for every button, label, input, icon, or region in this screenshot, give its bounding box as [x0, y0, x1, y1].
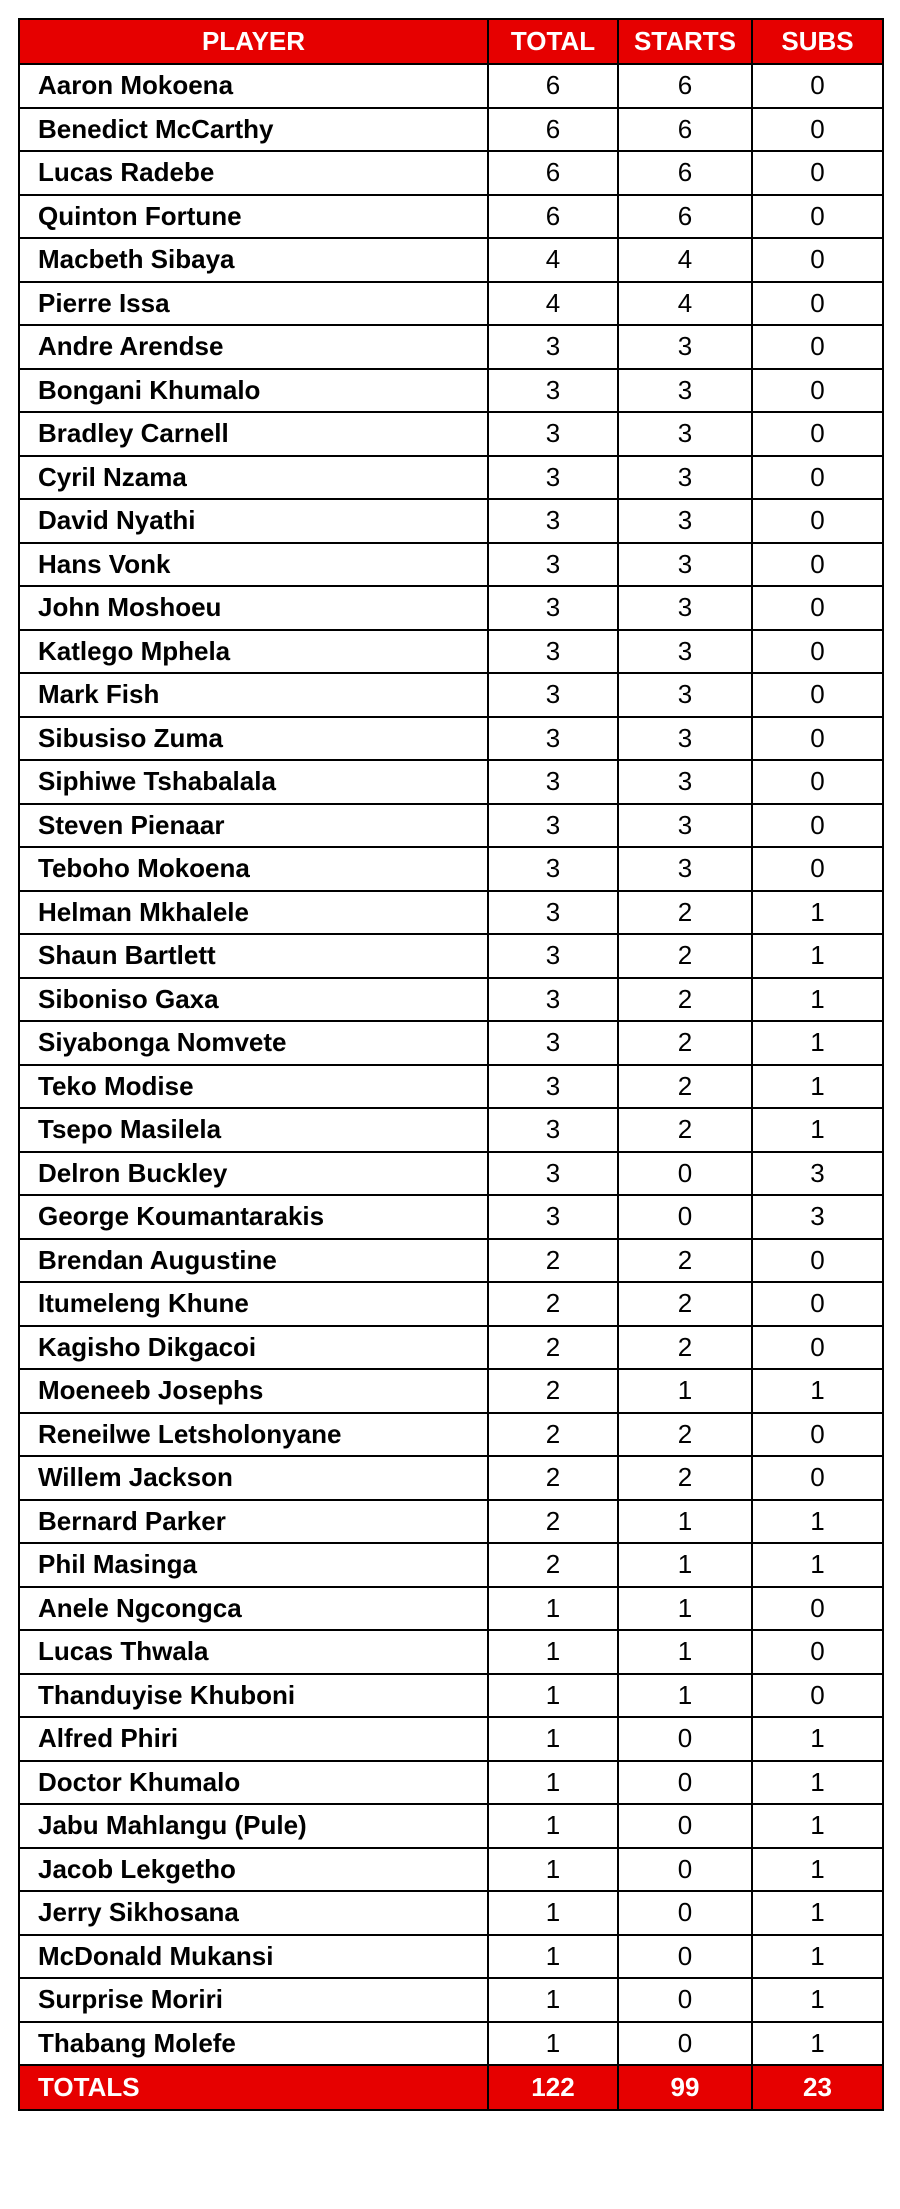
starts-cell: 0	[618, 1195, 752, 1239]
player-name-cell: Siyabonga Nomvete	[19, 1021, 488, 1065]
total-cell: 3	[488, 1152, 618, 1196]
table-row	[19, 717, 883, 761]
table-row	[19, 1065, 883, 1109]
player-name-cell: Thabang Molefe	[19, 2022, 488, 2066]
player-name-cell: Bradley Carnell	[19, 412, 488, 456]
player-name-cell: Hans Vonk	[19, 543, 488, 587]
subs-cell: 1	[752, 1891, 883, 1935]
player-name-cell: George Koumantarakis	[19, 1195, 488, 1239]
total-cell: 3	[488, 1065, 618, 1109]
total-cell: 4	[488, 238, 618, 282]
player-name-cell: Alfred Phiri	[19, 1717, 488, 1761]
subs-cell: 0	[752, 1587, 883, 1631]
table-row	[19, 1761, 883, 1805]
total-cell: 6	[488, 151, 618, 195]
totals-subs: 23	[752, 2065, 883, 2110]
subs-cell: 0	[752, 151, 883, 195]
total-cell: 3	[488, 673, 618, 717]
table-row	[19, 1848, 883, 1892]
table-row	[19, 760, 883, 804]
player-name-cell: Delron Buckley	[19, 1152, 488, 1196]
starts-cell: 4	[618, 282, 752, 326]
total-cell: 3	[488, 369, 618, 413]
table-row	[19, 934, 883, 978]
player-name-cell: Jerry Sikhosana	[19, 1891, 488, 1935]
starts-cell: 3	[618, 804, 752, 848]
subs-cell: 1	[752, 1500, 883, 1544]
totals-starts: 99	[618, 2065, 752, 2110]
player-name-cell: Lucas Radebe	[19, 151, 488, 195]
starts-cell: 6	[618, 195, 752, 239]
total-cell: 1	[488, 1935, 618, 1979]
total-cell: 1	[488, 1761, 618, 1805]
total-cell: 2	[488, 1543, 618, 1587]
player-name-cell: Bongani Khumalo	[19, 369, 488, 413]
total-cell: 2	[488, 1326, 618, 1370]
subs-cell: 1	[752, 1543, 883, 1587]
starts-cell: 3	[618, 630, 752, 674]
total-cell: 1	[488, 1891, 618, 1935]
starts-cell: 6	[618, 64, 752, 108]
total-cell: 3	[488, 325, 618, 369]
starts-cell: 1	[618, 1674, 752, 1718]
starts-cell: 2	[618, 934, 752, 978]
subs-cell: 0	[752, 108, 883, 152]
starts-cell: 2	[618, 1239, 752, 1283]
total-cell: 1	[488, 1804, 618, 1848]
starts-cell: 4	[618, 238, 752, 282]
subs-cell: 0	[752, 804, 883, 848]
table-row	[19, 238, 883, 282]
player-name-cell: Phil Masinga	[19, 1543, 488, 1587]
subs-cell: 0	[752, 1326, 883, 1370]
table-row	[19, 1674, 883, 1718]
starts-cell: 1	[618, 1500, 752, 1544]
total-cell: 1	[488, 2022, 618, 2066]
total-cell: 3	[488, 760, 618, 804]
subs-cell: 0	[752, 64, 883, 108]
table-row	[19, 804, 883, 848]
subs-cell: 1	[752, 1978, 883, 2022]
subs-cell: 1	[752, 934, 883, 978]
starts-cell: 2	[618, 1021, 752, 1065]
subs-cell: 1	[752, 2022, 883, 2066]
player-name-cell: Jacob Lekgetho	[19, 1848, 488, 1892]
starts-cell: 6	[618, 151, 752, 195]
total-cell: 3	[488, 1195, 618, 1239]
starts-cell: 3	[618, 369, 752, 413]
starts-cell: 3	[618, 412, 752, 456]
player-name-cell: Bernard Parker	[19, 1500, 488, 1544]
total-cell: 3	[488, 717, 618, 761]
total-cell: 3	[488, 1021, 618, 1065]
table-row	[19, 456, 883, 500]
total-cell: 1	[488, 1587, 618, 1631]
total-cell: 3	[488, 804, 618, 848]
player-name-cell: Itumeleng Khune	[19, 1282, 488, 1326]
subs-cell: 1	[752, 1761, 883, 1805]
starts-cell: 1	[618, 1630, 752, 1674]
total-cell: 2	[488, 1282, 618, 1326]
player-name-cell: Teboho Mokoena	[19, 847, 488, 891]
starts-cell: 0	[618, 2022, 752, 2066]
header-row	[19, 19, 883, 64]
starts-cell: 0	[618, 1804, 752, 1848]
player-name-cell: Lucas Thwala	[19, 1630, 488, 1674]
starts-cell: 3	[618, 543, 752, 587]
player-name-cell: Benedict McCarthy	[19, 108, 488, 152]
table-header	[19, 19, 883, 64]
player-name-cell: Reneilwe Letsholonyane	[19, 1413, 488, 1457]
starts-cell: 3	[618, 586, 752, 630]
subs-cell: 0	[752, 238, 883, 282]
player-name-cell: Mark Fish	[19, 673, 488, 717]
starts-cell: 3	[618, 760, 752, 804]
player-name-cell: McDonald Mukansi	[19, 1935, 488, 1979]
subs-cell: 0	[752, 456, 883, 500]
header-subs: SUBS	[752, 19, 883, 64]
starts-cell: 0	[618, 1978, 752, 2022]
subs-cell: 0	[752, 369, 883, 413]
subs-cell: 1	[752, 1717, 883, 1761]
starts-cell: 3	[618, 847, 752, 891]
table-row	[19, 630, 883, 674]
player-name-cell: Katlego Mphela	[19, 630, 488, 674]
table-row	[19, 1587, 883, 1631]
subs-cell: 0	[752, 673, 883, 717]
player-name-cell: Thanduyise Khuboni	[19, 1674, 488, 1718]
player-name-cell: Willem Jackson	[19, 1456, 488, 1500]
player-name-cell: Quinton Fortune	[19, 195, 488, 239]
subs-cell: 1	[752, 891, 883, 935]
table-row	[19, 1239, 883, 1283]
subs-cell: 3	[752, 1195, 883, 1239]
player-name-cell: Siboniso Gaxa	[19, 978, 488, 1022]
starts-cell: 6	[618, 108, 752, 152]
player-name-cell: David Nyathi	[19, 499, 488, 543]
total-cell: 3	[488, 934, 618, 978]
subs-cell: 0	[752, 499, 883, 543]
subs-cell: 0	[752, 847, 883, 891]
subs-cell: 1	[752, 1065, 883, 1109]
subs-cell: 0	[752, 717, 883, 761]
player-name-cell: Jabu Mahlangu (Pule)	[19, 1804, 488, 1848]
subs-cell: 1	[752, 1021, 883, 1065]
starts-cell: 2	[618, 1108, 752, 1152]
player-name-cell: Surprise Moriri	[19, 1978, 488, 2022]
table-row	[19, 978, 883, 1022]
table-row	[19, 1326, 883, 1370]
total-cell: 3	[488, 1108, 618, 1152]
total-cell: 1	[488, 1717, 618, 1761]
player-name-cell: Doctor Khumalo	[19, 1761, 488, 1805]
totals-total: 122	[488, 2065, 618, 2110]
table-row	[19, 1978, 883, 2022]
total-cell: 1	[488, 1978, 618, 2022]
player-name-cell: Andre Arendse	[19, 325, 488, 369]
table-row	[19, 369, 883, 413]
starts-cell: 1	[618, 1369, 752, 1413]
header-total: TOTAL	[488, 19, 618, 64]
header-player: PLAYER	[19, 19, 488, 64]
table-row	[19, 586, 883, 630]
table-row	[19, 151, 883, 195]
player-appearances-table	[18, 18, 884, 2111]
subs-cell: 1	[752, 978, 883, 1022]
player-name-cell: Macbeth Sibaya	[19, 238, 488, 282]
starts-cell: 0	[618, 1935, 752, 1979]
subs-cell: 0	[752, 586, 883, 630]
player-name-cell: Siphiwe Tshabalala	[19, 760, 488, 804]
subs-cell: 1	[752, 1935, 883, 1979]
total-cell: 3	[488, 847, 618, 891]
total-cell: 3	[488, 543, 618, 587]
table-row	[19, 1195, 883, 1239]
starts-cell: 1	[618, 1587, 752, 1631]
player-name-cell: Tsepo Masilela	[19, 1108, 488, 1152]
subs-cell: 1	[752, 1848, 883, 1892]
starts-cell: 3	[618, 499, 752, 543]
table-row	[19, 1413, 883, 1457]
table-row	[19, 847, 883, 891]
total-cell: 6	[488, 195, 618, 239]
header-starts: STARTS	[618, 19, 752, 64]
table-row	[19, 1630, 883, 1674]
total-cell: 3	[488, 978, 618, 1022]
player-name-cell: Shaun Bartlett	[19, 934, 488, 978]
table-row	[19, 2022, 883, 2066]
table-row	[19, 891, 883, 935]
total-cell: 2	[488, 1500, 618, 1544]
starts-cell: 2	[618, 1413, 752, 1457]
total-cell: 2	[488, 1413, 618, 1457]
table-body	[19, 64, 883, 2065]
subs-cell: 0	[752, 1456, 883, 1500]
subs-cell: 1	[752, 1804, 883, 1848]
table-row	[19, 1456, 883, 1500]
subs-cell: 0	[752, 412, 883, 456]
table-row	[19, 1021, 883, 1065]
totals-label: TOTALS	[19, 2065, 488, 2110]
table-row	[19, 1891, 883, 1935]
starts-cell: 3	[618, 325, 752, 369]
total-cell: 2	[488, 1456, 618, 1500]
subs-cell: 3	[752, 1152, 883, 1196]
total-cell: 6	[488, 108, 618, 152]
subs-cell: 0	[752, 1630, 883, 1674]
total-cell: 3	[488, 456, 618, 500]
player-name-cell: John Moshoeu	[19, 586, 488, 630]
table-row	[19, 1282, 883, 1326]
total-cell: 3	[488, 630, 618, 674]
table-row	[19, 1543, 883, 1587]
subs-cell: 0	[752, 1239, 883, 1283]
table-row	[19, 325, 883, 369]
table-row	[19, 282, 883, 326]
total-cell: 1	[488, 1674, 618, 1718]
subs-cell: 1	[752, 1108, 883, 1152]
player-name-cell: Brendan Augustine	[19, 1239, 488, 1283]
starts-cell: 2	[618, 978, 752, 1022]
table-row	[19, 1108, 883, 1152]
subs-cell: 1	[752, 1369, 883, 1413]
starts-cell: 2	[618, 891, 752, 935]
player-name-cell: Steven Pienaar	[19, 804, 488, 848]
subs-cell: 0	[752, 1282, 883, 1326]
subs-cell: 0	[752, 195, 883, 239]
player-name-cell: Pierre Issa	[19, 282, 488, 326]
starts-cell: 2	[618, 1456, 752, 1500]
total-cell: 1	[488, 1630, 618, 1674]
total-cell: 3	[488, 412, 618, 456]
total-cell: 2	[488, 1369, 618, 1413]
subs-cell: 0	[752, 760, 883, 804]
table-row	[19, 1804, 883, 1848]
table-row	[19, 195, 883, 239]
totals-row	[19, 2065, 883, 2110]
starts-cell: 0	[618, 1152, 752, 1196]
subs-cell: 0	[752, 325, 883, 369]
player-name-cell: Moeneeb Josephs	[19, 1369, 488, 1413]
table-row	[19, 673, 883, 717]
total-cell: 2	[488, 1239, 618, 1283]
starts-cell: 0	[618, 1848, 752, 1892]
table-row	[19, 1500, 883, 1544]
starts-cell: 3	[618, 673, 752, 717]
table-footer	[19, 2065, 883, 2110]
player-name-cell: Helman Mkhalele	[19, 891, 488, 935]
player-name-cell: Teko Modise	[19, 1065, 488, 1109]
player-name-cell: Sibusiso Zuma	[19, 717, 488, 761]
starts-cell: 2	[618, 1065, 752, 1109]
total-cell: 3	[488, 499, 618, 543]
table-row	[19, 1935, 883, 1979]
total-cell: 3	[488, 586, 618, 630]
player-name-cell: Anele Ngcongca	[19, 1587, 488, 1631]
total-cell: 4	[488, 282, 618, 326]
subs-cell: 0	[752, 1674, 883, 1718]
starts-cell: 0	[618, 1761, 752, 1805]
player-name-cell: Aaron Mokoena	[19, 64, 488, 108]
subs-cell: 0	[752, 1413, 883, 1457]
table-row	[19, 499, 883, 543]
starts-cell: 0	[618, 1717, 752, 1761]
starts-cell: 0	[618, 1891, 752, 1935]
table-row	[19, 1152, 883, 1196]
player-name-cell: Cyril Nzama	[19, 456, 488, 500]
subs-cell: 0	[752, 543, 883, 587]
table-row	[19, 412, 883, 456]
table-row	[19, 1369, 883, 1413]
table-row	[19, 1717, 883, 1761]
table-row	[19, 108, 883, 152]
starts-cell: 2	[618, 1282, 752, 1326]
total-cell: 3	[488, 891, 618, 935]
subs-cell: 0	[752, 630, 883, 674]
total-cell: 6	[488, 64, 618, 108]
table-row	[19, 64, 883, 108]
table-row	[19, 543, 883, 587]
starts-cell: 2	[618, 1326, 752, 1370]
starts-cell: 3	[618, 456, 752, 500]
subs-cell: 0	[752, 282, 883, 326]
starts-cell: 3	[618, 717, 752, 761]
player-name-cell: Kagisho Dikgacoi	[19, 1326, 488, 1370]
total-cell: 1	[488, 1848, 618, 1892]
starts-cell: 1	[618, 1543, 752, 1587]
